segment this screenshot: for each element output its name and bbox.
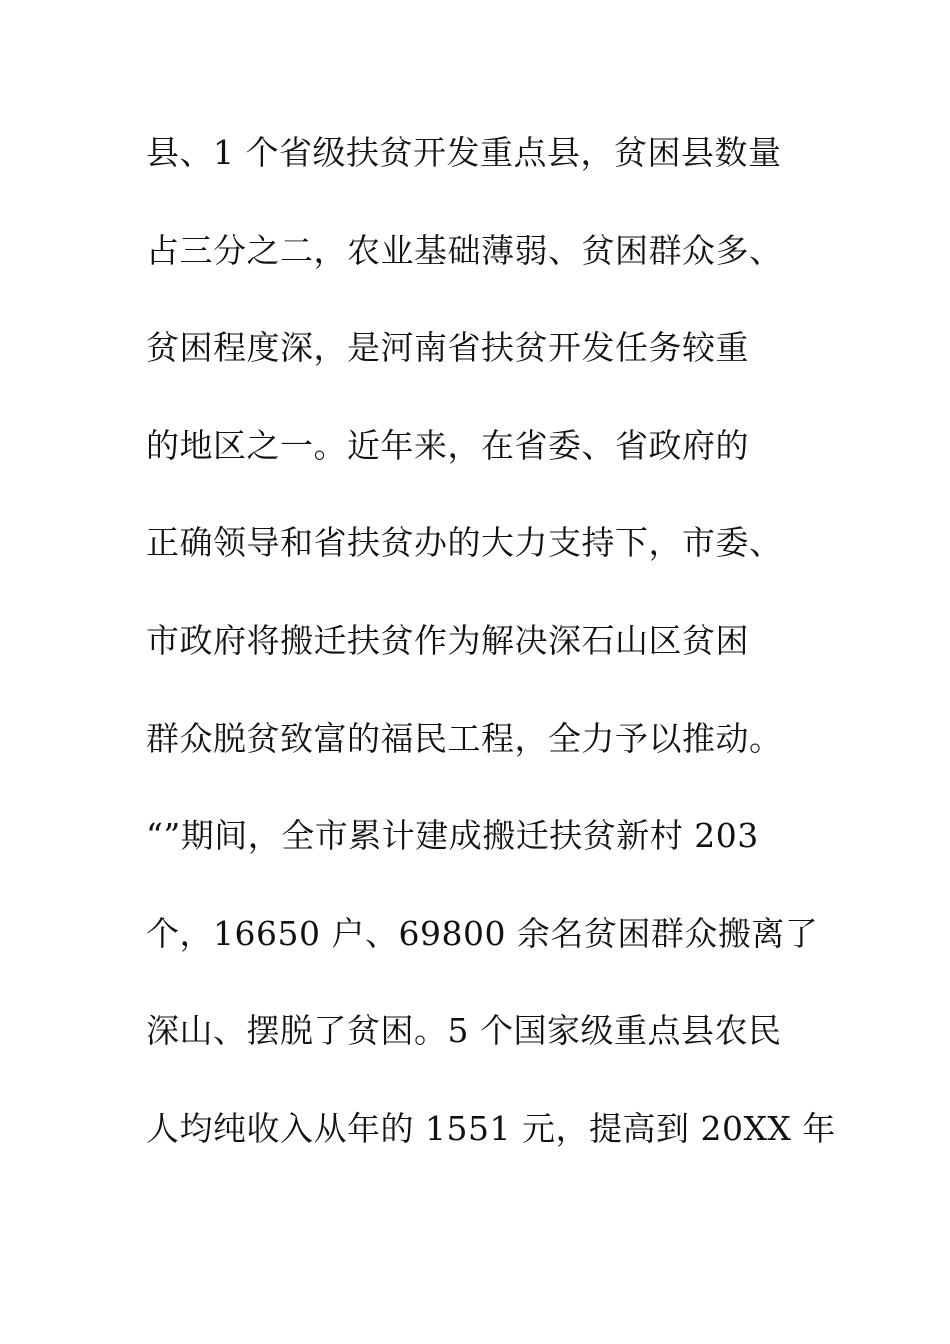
text-line: “”期间，全市累计建成搬迁扶贫新村 203: [146, 816, 759, 856]
text-line: 县、1 个省级扶贫开发重点县，贫困县数量: [146, 133, 782, 172]
text-line: 深山、摆脱了贫困。5 个国家级重点县农民: [146, 1011, 782, 1051]
text-line: 占三分之二，农业基础薄弱、贫困群众多、: [146, 230, 783, 270]
text-line: 人均纯收入从年的 1551 元，提高到 20XX 年: [146, 1108, 836, 1148]
text-line: 正确领导和省扶贫办的大力支持下，市委、: [146, 523, 783, 563]
text-line: 贫困程度深，是河南省扶贫开发任务较重: [146, 328, 749, 368]
text-line: 群众脱贫致富的福民工程，全力予以推动。: [146, 718, 783, 758]
text-line: 市政府将搬迁扶贫作为解决深石山区贫困: [146, 620, 749, 660]
text-line: 个，16650 户、69800 余名贫困群众搬离了: [146, 913, 819, 953]
text-line: 的地区之一。近年来，在省委、省政府的: [146, 425, 749, 465]
body-text: [146, 127, 836, 1201]
